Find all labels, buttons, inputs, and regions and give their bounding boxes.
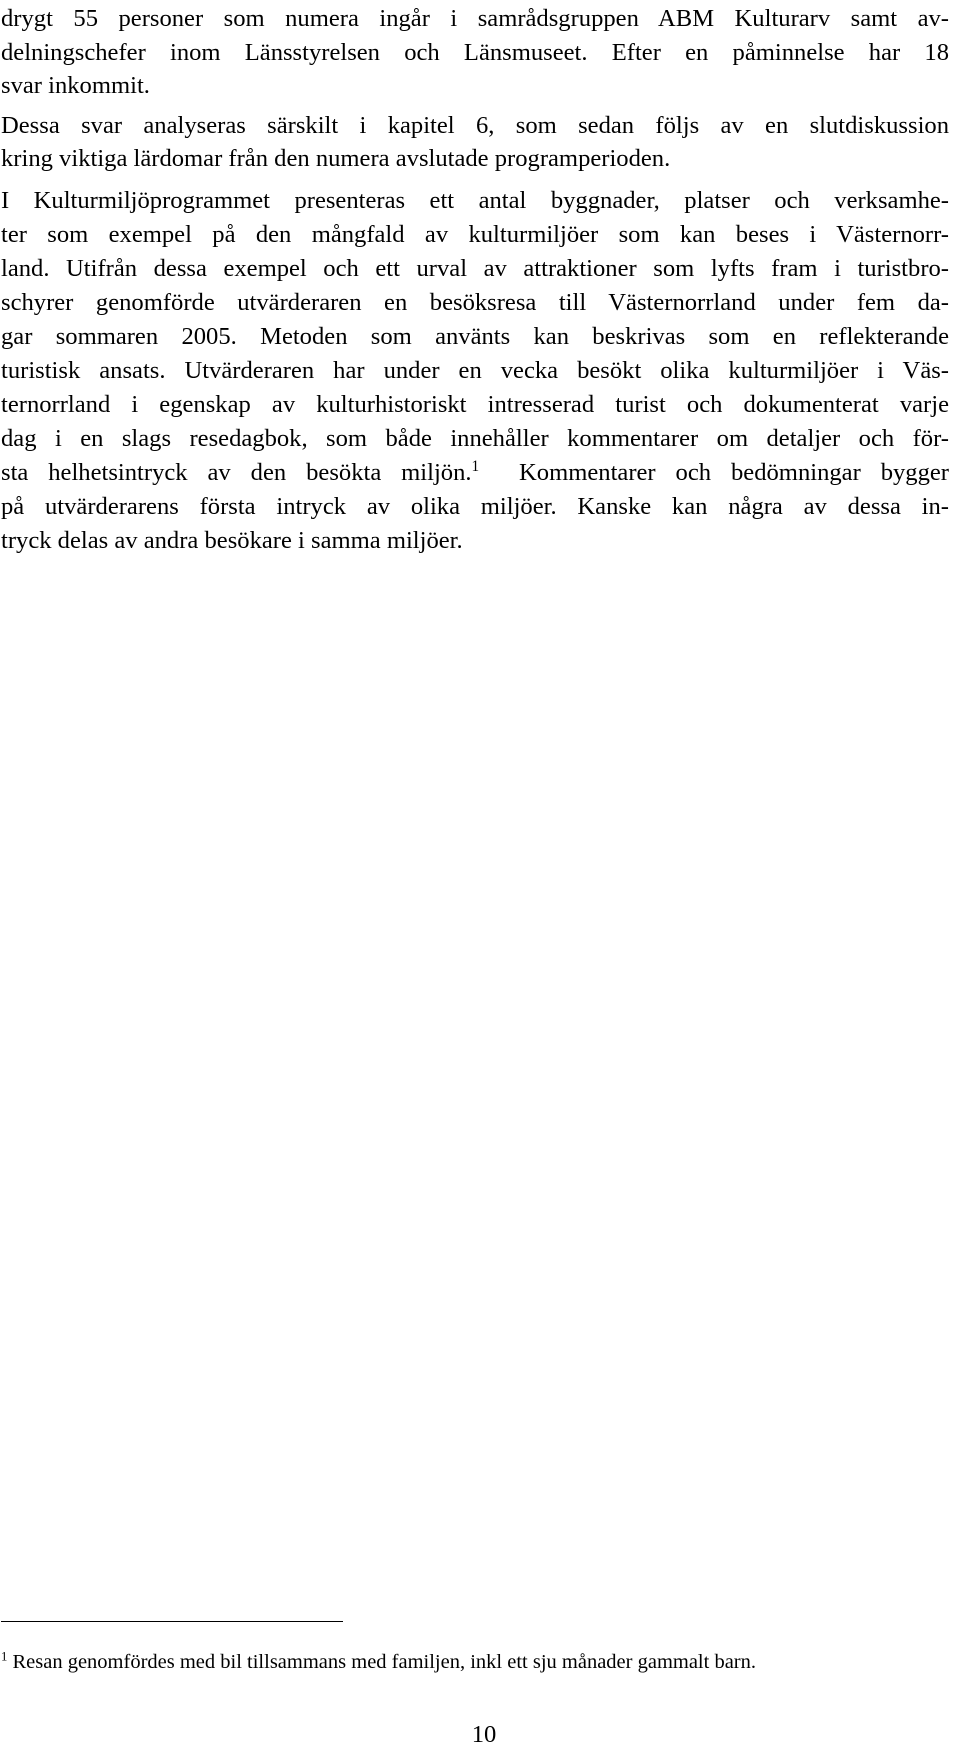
paragraph-3-line-3: land. Utifrån dessa exempel och ett urval av attraktioner som lyfts fram i turistbro- <box>1 255 949 282</box>
paragraph-3-line-2: ter som exempel på den mångfald av kulturmiljöer som kan beses i Västernorr- <box>1 221 949 248</box>
paragraph-3-line-5: gar sommaren 2005. Metoden som använts kan beskrivas som en reflekterande <box>1 323 949 350</box>
paragraph-3-line-11: tryck delas av andra besökare i samma miljöer. <box>1 527 463 554</box>
paragraph-3-line-9-continuation: Kommentarer och bedömningar bygger <box>519 459 949 486</box>
paragraph-1-line-2: delningschefer inom Länsstyrelsen och Länsmuseet. Efter en påminnelse har 18 <box>1 39 949 66</box>
footnote-reference[interactable]: 1 <box>471 457 480 475</box>
paragraph-3-line-6: turistisk ansats. Utvärderaren har under en vecka besökt olika kulturmiljöer i Väs- <box>1 357 949 384</box>
paragraph-3-line-7: ternorrland i egenskap av kulturhistoriskt intresserad turist och dokumenterat varje <box>1 391 949 418</box>
paragraph-3-line-1: I Kulturmiljöprogrammet presenteras ett antal byggnader, platser och verksamhe- <box>1 187 949 214</box>
page-number: 10 <box>471 1721 497 1748</box>
paragraph-2-line-2: kring viktiga lärdomar från den numera avslutade programperioden. <box>1 145 671 172</box>
footnote-text: Resan genomfördes med bil tillsammans med familjen, inkl ett sju månader gammalt barn. <box>12 1651 756 1673</box>
paragraph-3-line-9 <box>1 454 949 491</box>
paragraph-3-line-10: på utvärderarens första intryck av olika miljöer. Kanske kan några av dessa in- <box>1 493 949 520</box>
paragraph-1-line-3: svar inkommit. <box>1 72 150 99</box>
paragraph-2-line-1: Dessa svar analyseras särskilt i kapitel 6, som sedan följs av en slutdiskussion <box>1 112 949 139</box>
footnote-separator <box>1 1621 343 1622</box>
paragraph-1-line-1: drygt 55 personer som numera ingår i samrådsgruppen ABM Kulturarv samt av- <box>1 5 949 32</box>
paragraph-3-line-8: dag i en slags resedagbok, som både innehåller kommentarer om detaljer och för- <box>1 425 949 452</box>
paragraph-3-line-9-text: sta helhetsintryck av den besökta miljön. <box>1 459 472 486</box>
paragraph-3-line-4: schyrer genomförde utvärderaren en besöksresa till Västernorrland under fem da- <box>1 289 949 316</box>
footnote-marker: 1 <box>1 1649 8 1664</box>
footnote <box>1 1648 756 1676</box>
